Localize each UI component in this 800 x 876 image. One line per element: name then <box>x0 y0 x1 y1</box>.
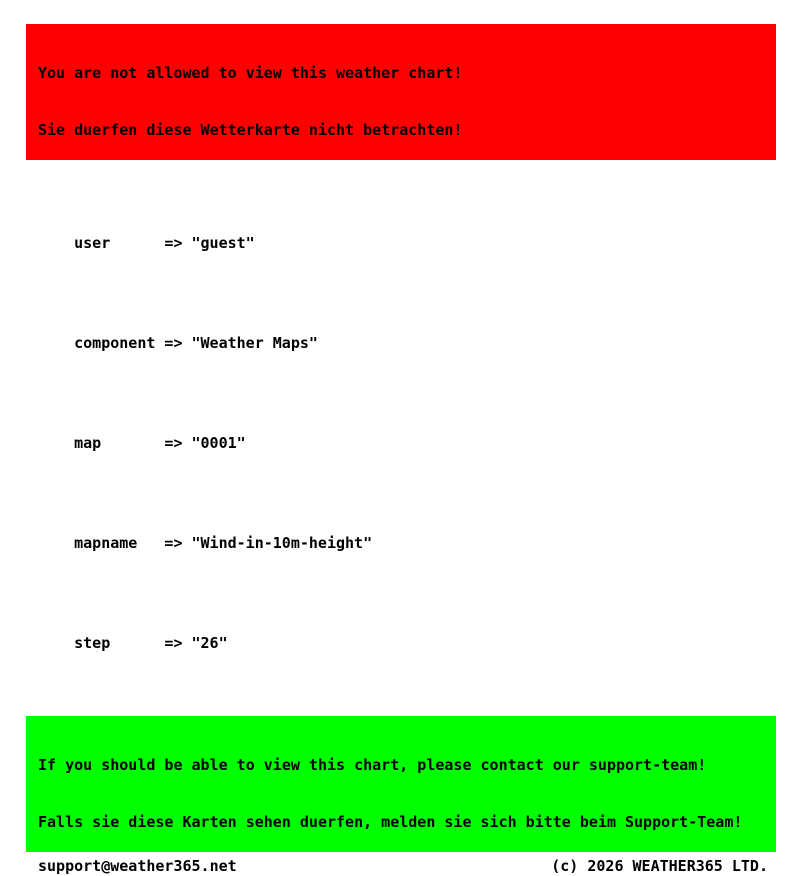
info-line-de: Falls sie diese Karten sehen duerfen, melden sie sich bitte beim Support-Team! <box>38 813 743 831</box>
kv-value: "26" <box>191 634 228 652</box>
kv-row-component <box>38 313 800 373</box>
footer <box>38 856 768 876</box>
kv-arrow: => <box>164 634 183 652</box>
kv-label: mapname <box>74 534 138 552</box>
kv-value: "Weather Maps" <box>191 334 318 352</box>
kv-value: "guest" <box>191 234 255 252</box>
kv-arrow: => <box>164 534 183 552</box>
kv-value: "Wind-in-10m-height" <box>191 534 373 552</box>
kv-arrow: => <box>164 434 183 452</box>
kv-arrow: => <box>164 234 183 252</box>
kv-label: user <box>74 234 111 252</box>
request-details <box>38 173 800 693</box>
info-banner <box>26 716 776 852</box>
kv-label: component <box>74 334 156 352</box>
kv-value: "0001" <box>191 434 246 452</box>
kv-row-step <box>38 613 800 673</box>
error-banner <box>26 24 776 160</box>
kv-row-user <box>38 213 800 273</box>
kv-row-mapname <box>38 513 800 573</box>
kv-arrow: => <box>164 334 183 352</box>
kv-label: map <box>74 434 102 452</box>
info-line-en: If you should be able to view this chart, please contact our support-team! <box>38 756 707 774</box>
support-email: support@weather365.net <box>38 857 237 875</box>
kv-label: step <box>74 634 111 652</box>
error-line-de: Sie duerfen diese Wetterkarte nicht betrachten! <box>38 121 463 139</box>
error-line-en: You are not allowed to view this weather chart! <box>38 64 463 82</box>
kv-row-map <box>38 413 800 473</box>
copyright-notice: (c) 2026 WEATHER365 LTD. <box>551 857 768 875</box>
